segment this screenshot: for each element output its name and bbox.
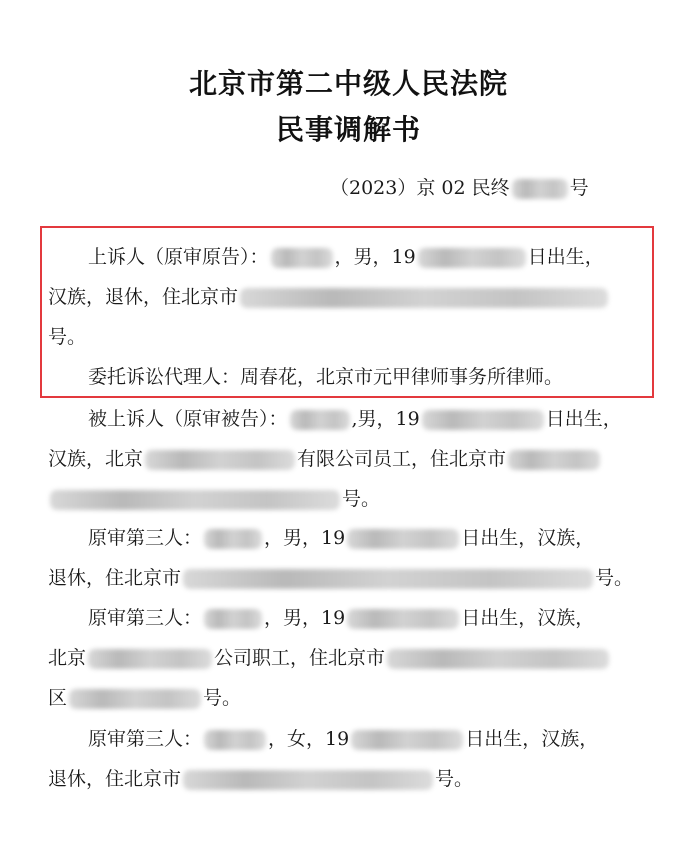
redacted-name [204, 730, 266, 750]
third-party-2-line-1 [88, 598, 648, 638]
court-name: 北京市第二中级人民法院 [188, 67, 508, 100]
appellee-line3-suffix: 号。 [342, 488, 381, 510]
redacted-birthdate [351, 730, 463, 750]
appellee-line-1 [88, 399, 648, 439]
appellant-gender: ，男，19 [334, 246, 416, 268]
third-party-2-gender: ，男，19 [264, 607, 346, 629]
appellee-line-3 [48, 479, 643, 519]
third-party-3-line-1 [88, 719, 648, 759]
third-party-1-birth-suffix: 日出生，汉族， [461, 527, 595, 549]
third-party-3-label: 原审第三人： [88, 728, 203, 750]
redacted-birthdate [347, 609, 459, 629]
third-party-2-line2-prefix: 北京 [48, 647, 87, 669]
third-party-2-birth-suffix: 日出生，汉族， [461, 607, 595, 629]
appellee-gender: ,男，19 [351, 408, 420, 430]
appellant-label: 上诉人（原审原告）： [88, 246, 269, 268]
third-party-2-line2-mid: 公司职工，住北京市 [214, 647, 386, 669]
agent-text: 委托诉讼代理人：周春花，北京市元甲律师事务所律师。 [88, 366, 564, 388]
third-party-1-gender: ，男，19 [264, 527, 346, 549]
appellant-birth-suffix: 日出生， [527, 246, 604, 268]
third-party-2-line-3 [48, 678, 643, 718]
third-party-3-line2-suffix: 号。 [435, 768, 474, 790]
third-party-3-birth-suffix: 日出生，汉族， [465, 728, 599, 750]
appellee-line-2 [48, 439, 643, 479]
redacted-company [145, 450, 295, 470]
redacted-name [204, 529, 262, 549]
redacted-name [271, 248, 333, 268]
redacted-birthdate [422, 410, 544, 430]
document-type: 民事调解书 [275, 113, 421, 146]
third-party-2-line3-prefix: 区 [48, 687, 68, 709]
appellee-line2-prefix: 汉族，北京 [48, 448, 144, 470]
appellant-line2-prefix: 汉族，退休，住北京市 [48, 286, 239, 308]
redacted-case-number [512, 179, 568, 199]
redacted-address [508, 450, 600, 470]
case-number-suffix: 号 [569, 177, 589, 199]
third-party-1-line-1 [88, 518, 648, 558]
redacted-address [240, 288, 608, 308]
appellee-label: 被上诉人（原审被告）： [88, 408, 288, 430]
redacted-name [204, 609, 262, 629]
redacted-address [387, 649, 609, 669]
appellant-line-2 [48, 277, 643, 317]
third-party-3-line2-prefix: 退休，住北京市 [48, 768, 182, 790]
third-party-1-line2-prefix: 退休，住北京市 [48, 567, 182, 589]
appellant-line-3 [48, 317, 643, 357]
redacted-birthdate [418, 248, 526, 268]
redacted-name [290, 410, 350, 430]
third-party-2-label: 原审第三人： [88, 607, 203, 629]
redacted-address [69, 689, 201, 709]
appellee-line2-mid: 有限公司员工，住北京市 [297, 448, 507, 470]
case-number [330, 168, 650, 208]
redacted-address [50, 490, 340, 510]
case-number-prefix: （2023）京 02 民终 [330, 177, 510, 199]
appellee-birth-suffix: 日出生， [545, 408, 622, 430]
redacted-company [88, 649, 212, 669]
appellant-line-1 [88, 237, 648, 277]
agent-line [88, 357, 648, 397]
third-party-3-gender: ，女，19 [268, 728, 350, 750]
third-party-1-label: 原审第三人： [88, 527, 203, 549]
redacted-birthdate [347, 529, 459, 549]
third-party-1-line-2 [48, 558, 643, 598]
appellant-line3-suffix: 号。 [48, 326, 87, 348]
third-party-2-line-2 [48, 638, 643, 678]
third-party-1-line2-suffix: 号。 [595, 567, 634, 589]
redacted-address [183, 569, 593, 589]
redacted-address [183, 770, 433, 790]
third-party-2-line3-suffix: 号。 [203, 687, 242, 709]
third-party-3-line-2 [48, 759, 643, 799]
